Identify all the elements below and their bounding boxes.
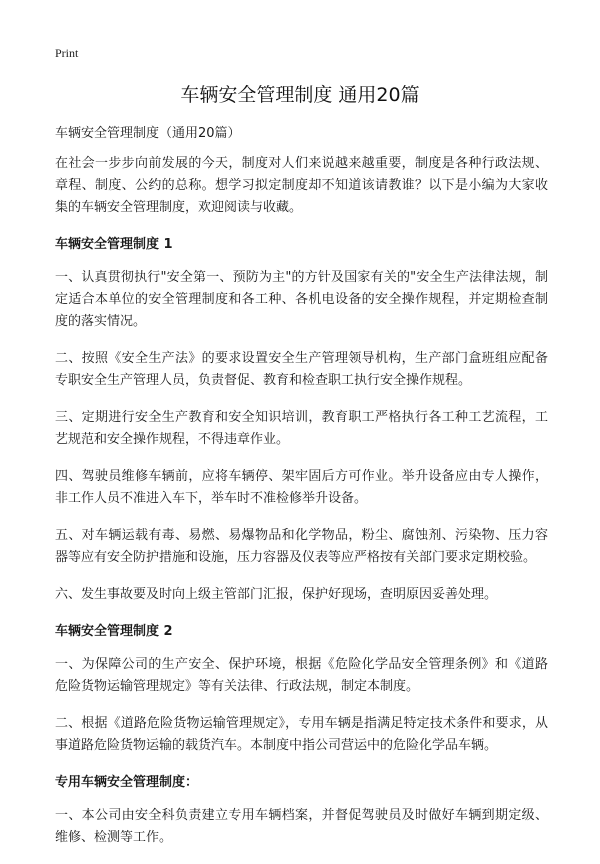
section-heading: 车辆安全管理制度 2 xyxy=(55,624,173,639)
section-2 xyxy=(55,621,548,757)
print-link[interactable]: Print xyxy=(55,46,79,60)
document-body xyxy=(55,123,548,864)
section-3 xyxy=(55,772,548,849)
section-paragraph: 五、对车辆运载有毒、易燃、易爆物品和化学物品，粉尘、腐蚀剂、污染物、压力容器等应有安全防护措施和设施，压力容器及仪表等应严格按有关部门要求定期校验。 xyxy=(55,528,548,565)
section-paragraph: 四、驾驶员维修车辆前，应将车辆停、架牢固后方可作业。举升设备应由专人操作，非工作人员不准进入车下，举车时不准检修举升设备。 xyxy=(55,469,548,506)
section-paragraph: 二、按照《安全生产法》的要求设置安全生产管理领导机构，生产部门盒班组应配备专职安全生产管理人员，负责督促、教育和检查职工执行安全操作规程。 xyxy=(55,351,548,388)
document-subtitle: 车辆安全管理制度（通用20篇） xyxy=(55,126,241,141)
section-heading: 车辆安全管理制度 1 xyxy=(55,237,173,252)
section-paragraph: 一、为保障公司的生产安全、保护环境，根据《危险化学品安全管理条例》和《道路危险货物运输管理规定》等有关法律、行政法规，制定本制度。 xyxy=(55,657,548,694)
intro-paragraph: 在社会一步步向前发展的今天，制度对人们来说越来越重要，制度是各种行政法规、章程、制度、公约的总称。想学习拟定制度却不知道该请教谁？以下是小编为大家收集的车辆安全管理制度，欢迎阅读与收藏。 xyxy=(55,156,548,215)
section-paragraph: 六、发生事故要及时向上级主管部门汇报，保护好现场，查明原因妥善处理。 xyxy=(55,587,498,602)
section-paragraph: 一、本公司由安全科负责建立专用车辆档案，并督促驾驶员及时做好车辆到期定级、维修、检测等工作。 xyxy=(55,808,548,845)
section-1 xyxy=(55,234,548,606)
section-paragraph: 一、认真贯彻执行"安全第一、预防为主"的方针及国家有关的"安全生产法律法规，制定适合本单位的安全管理制度和各工种、各机电设备的安全操作规程，并定期检查制度的落实情况。 xyxy=(55,270,548,329)
document-title: 车辆安全管理制度 通用20篇 xyxy=(180,84,420,106)
section-paragraph: 二、根据《道路危险货物运输管理规定》，专用车辆是指满足特定技术条件和要求，从事道路危险货物运输的载货汽车。本制度中指公司营运中的危险化学品车辆。 xyxy=(55,716,548,753)
section-paragraph: 三、定期进行安全生产教育和安全知识培训，教育职工严格执行各工种工艺流程，工艺规范和安全操作规程，不得违章作业。 xyxy=(55,410,548,447)
section-heading: 专用车辆安全管理制度： xyxy=(55,775,199,790)
